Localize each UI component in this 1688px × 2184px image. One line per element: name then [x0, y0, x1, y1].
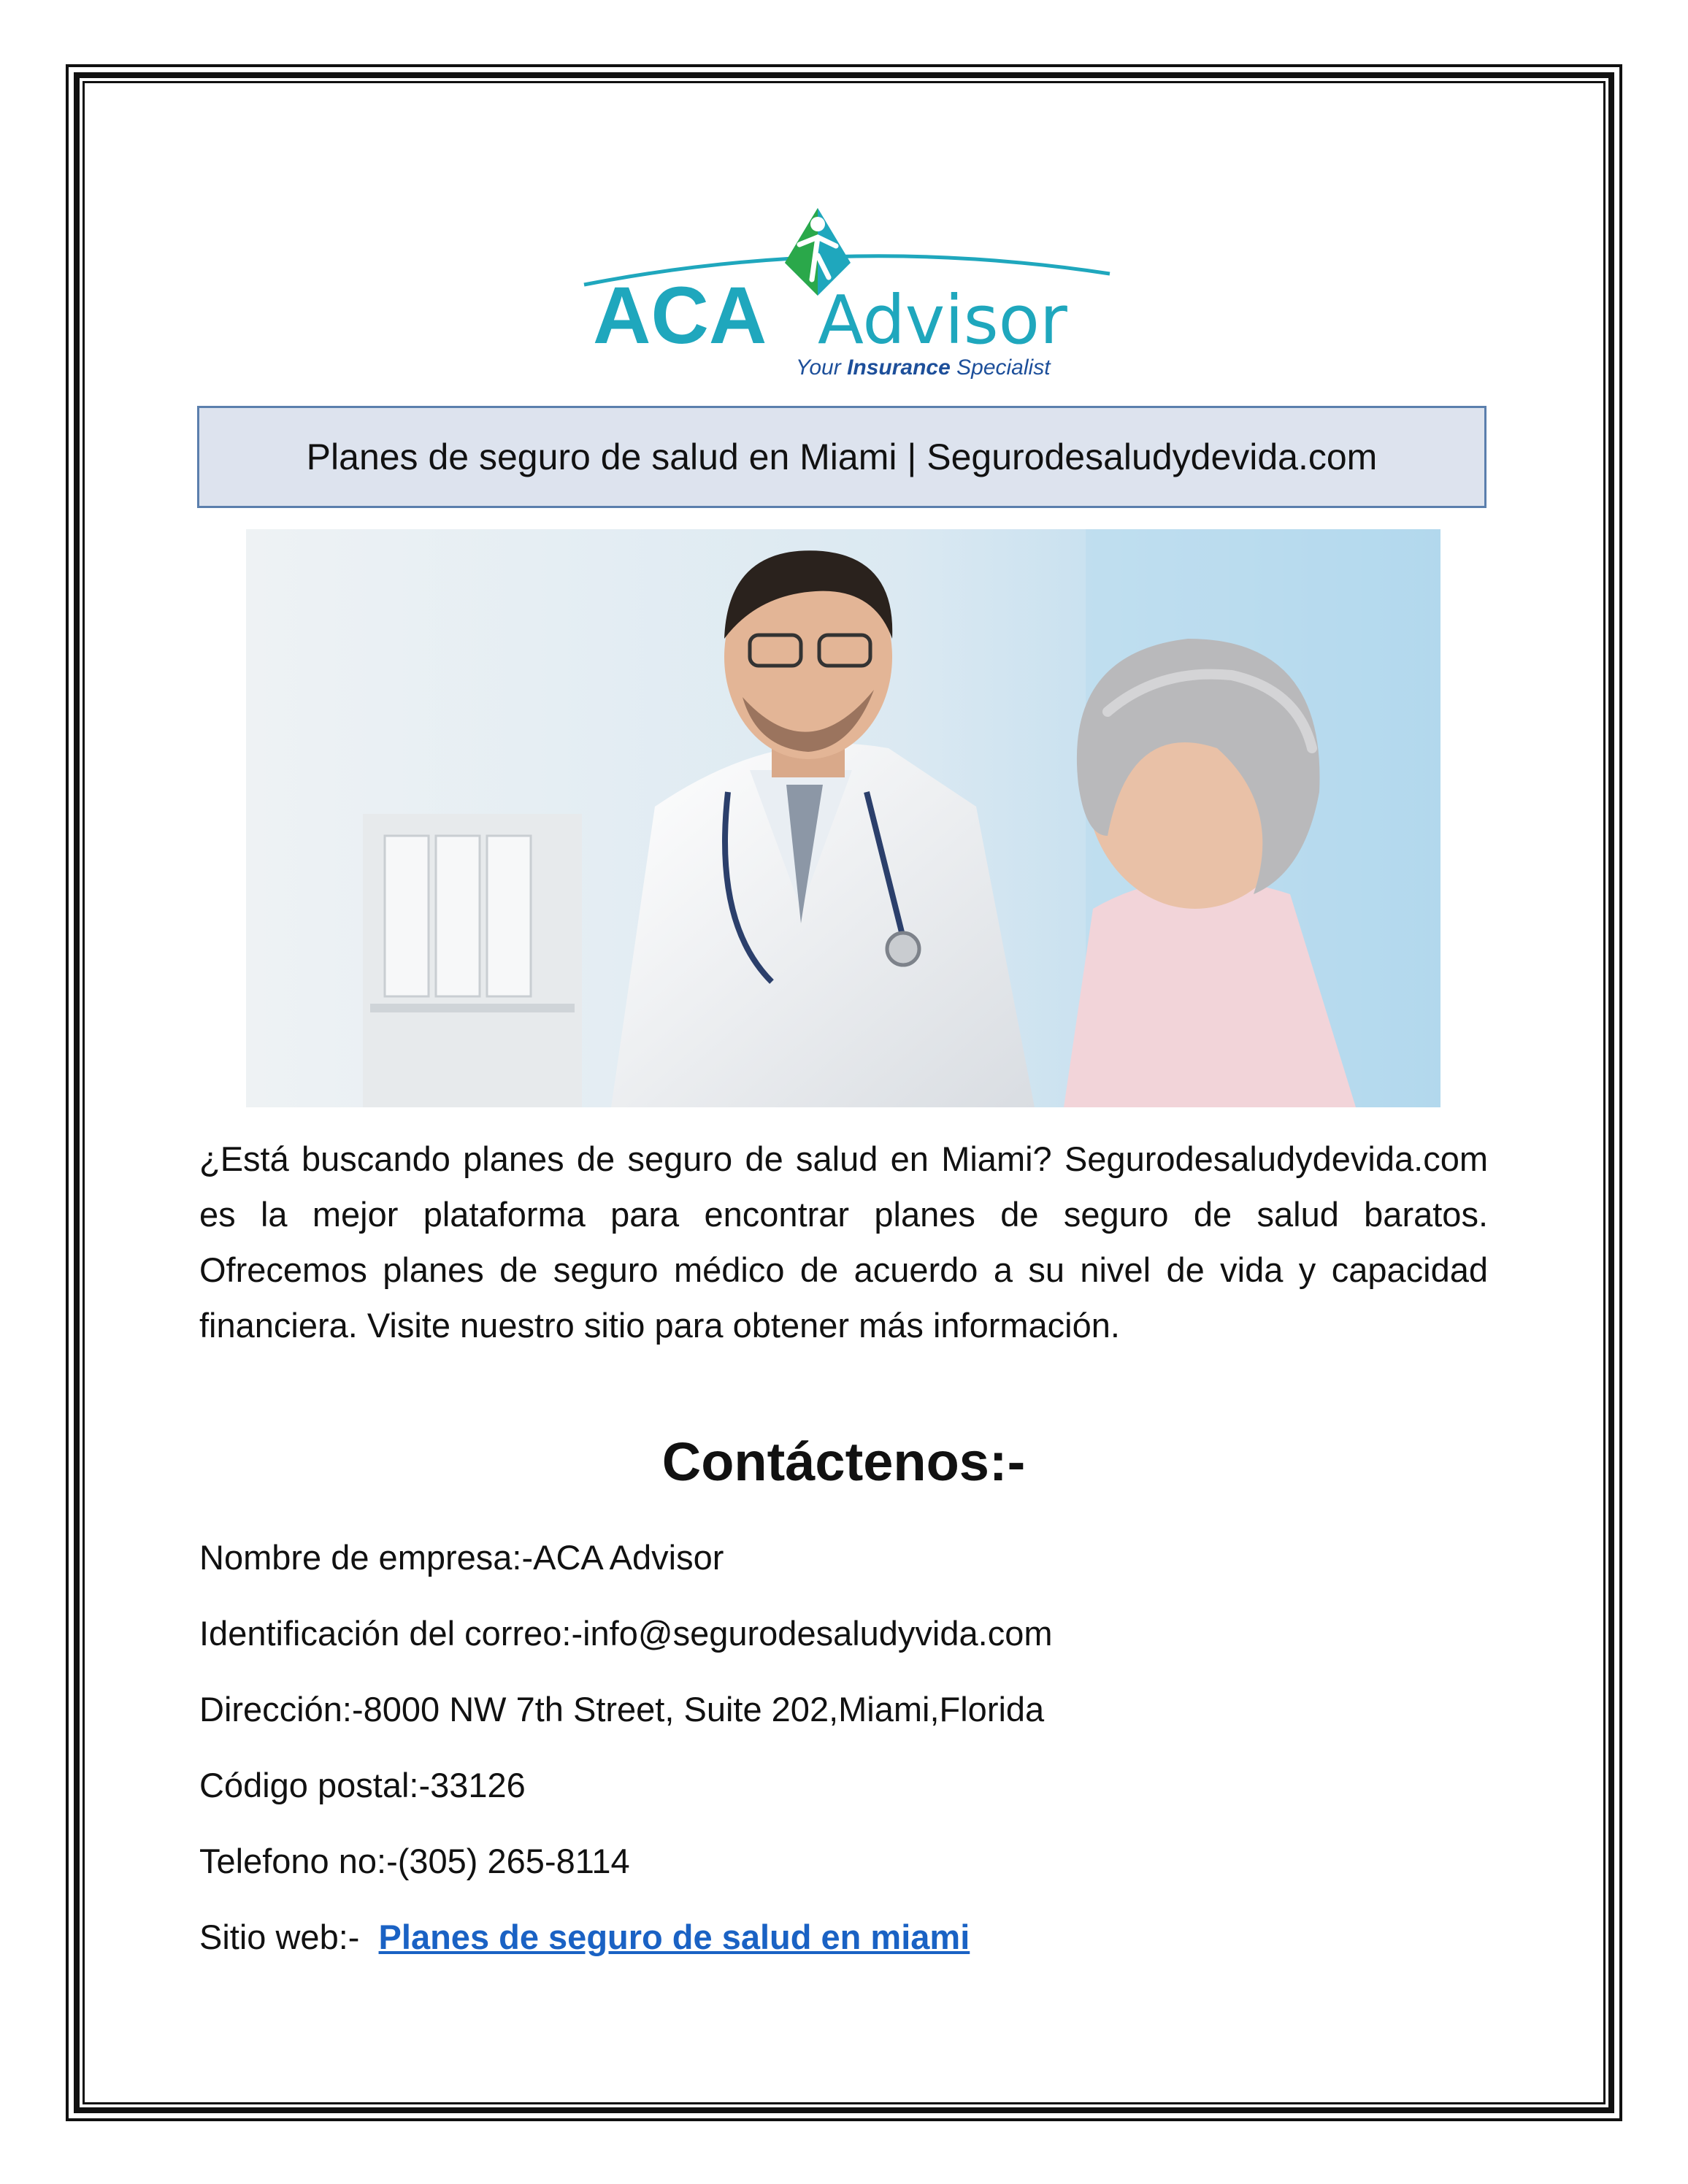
contact-website: [199, 1917, 970, 1957]
contact-address: Dirección:-8000 NW 7th Street, Suite 202,Miami,Florida: [199, 1690, 1045, 1729]
page-title-box: [197, 406, 1486, 508]
contact-phone: Telefono no:-(305) 265-8114: [199, 1842, 630, 1880]
intro-paragraph: ¿Está buscando planes de seguro de salud en Miami? Segurodesaludydevida.com es la mejor plataforma para encontrar planes de seguro de salud baratos. Ofrecemos planes de seguro médico de acuerdo a su nivel de vida y capacidad financiera. Visite nuestro sitio para obtener más información.: [199, 1139, 1488, 1345]
website-label: Sitio web:-: [199, 1918, 360, 1956]
website-link[interactable]: Planes de seguro de salud en miami: [378, 1918, 970, 1956]
contact-email: Identificación del correo:-info@segurodesaludyvida.com: [199, 1614, 1053, 1653]
doctor-with-patient-photo: [246, 529, 1440, 1107]
contact-postal-code: Código postal:-33126: [199, 1766, 526, 1804]
svg-text:Your Insurance Specialist: Your Insurance Specialist: [796, 355, 1051, 380]
page-title: Planes de seguro de salud en Miami | Segurodesaludydevida.com: [306, 437, 1378, 477]
contact-company: Nombre de empresa:-ACA Advisor: [199, 1538, 724, 1577]
svg-text:ACA: ACA: [593, 271, 767, 361]
aca-advisor-logo: [577, 193, 1117, 383]
svg-text:Advisor: Advisor: [818, 281, 1067, 359]
contact-heading: Contáctenos:-: [661, 1431, 1026, 1492]
